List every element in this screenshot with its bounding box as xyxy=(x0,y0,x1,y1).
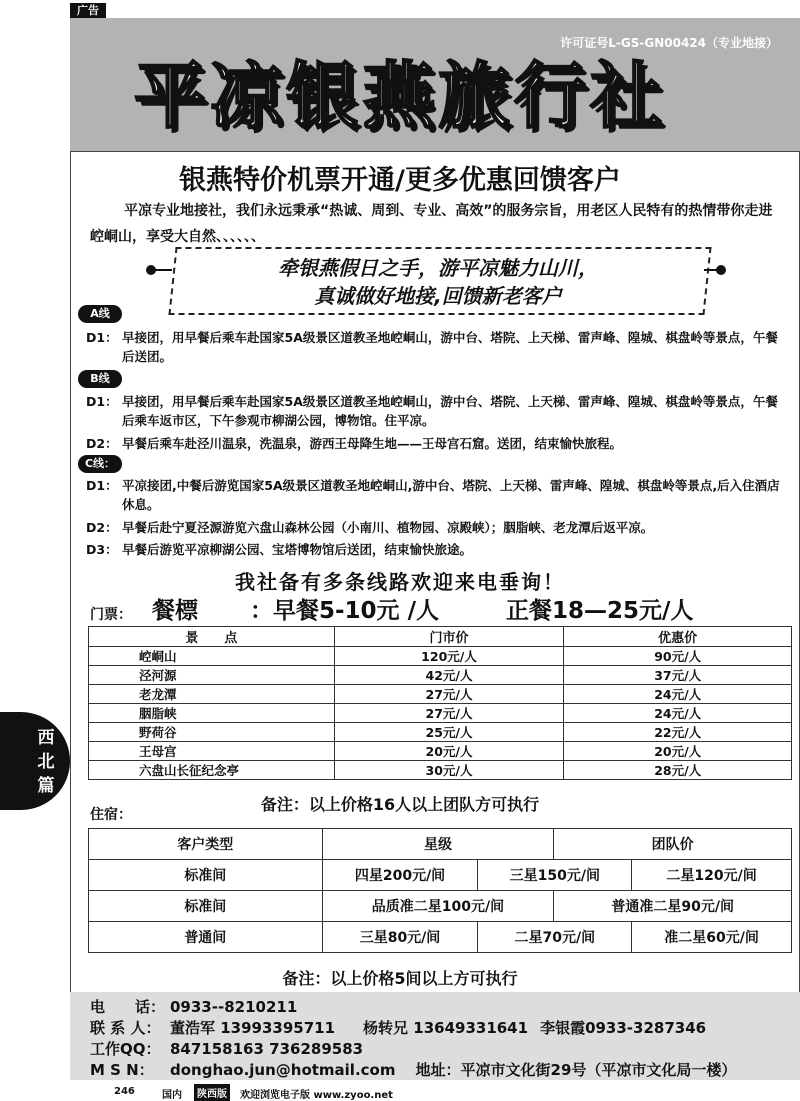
route-b-d2 xyxy=(86,434,792,453)
phone-label: 电 话： xyxy=(90,998,166,1016)
meal-breakfast: ：早餐5-10元 /人 xyxy=(250,598,439,624)
footer-text: 欢迎浏览电子版 www.zyoo.net xyxy=(240,1090,393,1101)
table-header: 星级 xyxy=(322,829,554,860)
room-price: 四星200元/间 xyxy=(322,860,478,891)
spot-name: 胭脂峡 xyxy=(89,704,335,723)
slogan-line-2: 真诚做好地接,回馈新老客户 xyxy=(314,284,562,308)
list-price: 30元/人 xyxy=(334,761,564,780)
table-header: 团队价 xyxy=(554,829,792,860)
discount-price: 22元/人 xyxy=(564,723,792,742)
list-price: 120元/人 xyxy=(334,647,564,666)
table-header-row xyxy=(89,829,792,860)
table-row xyxy=(89,666,792,685)
msn-line xyxy=(90,1059,736,1080)
spot-name: 泾河源 xyxy=(89,666,335,685)
day-label: D2： xyxy=(86,436,118,451)
table-row xyxy=(89,704,792,723)
meal-lunch: 正餐18—25元/人 xyxy=(506,598,694,624)
hotel-note: 备注：以上价格5间以上方可执行 xyxy=(282,969,518,988)
qq-line xyxy=(90,1038,363,1059)
route-c-d2 xyxy=(86,518,792,537)
spot-name: 六盘山长征纪念亭 xyxy=(89,761,335,780)
room-type: 普通间 xyxy=(89,922,323,953)
contact-person-3: 李银霞0933-3287346 xyxy=(540,1019,707,1037)
table-row xyxy=(89,723,792,742)
edition-logo: 陕西版 xyxy=(194,1084,230,1101)
address: 平凉市文化街29号（平凉市文化局一楼） xyxy=(460,1061,737,1079)
route-a-badge: A线 xyxy=(78,305,122,323)
day-text: 早餐后赴宁夏泾源游览六盘山森林公园（小南川、植物园、凉殿峡）；胭脂峡、老龙潭后返平凉。 xyxy=(122,520,654,535)
subtitle: 银燕特价机票开通/更多优惠回馈客户 xyxy=(179,165,621,196)
table-header: 门市价 xyxy=(334,627,564,647)
discount-price: 24元/人 xyxy=(564,704,792,723)
section-name: 国内 xyxy=(162,1090,182,1101)
section-char: 篇 xyxy=(37,776,55,796)
route-b-badge: B线 xyxy=(78,370,122,388)
table-row xyxy=(89,891,792,922)
intro-text: 平凉专业地接社，我们永远秉承“热诚、周到、专业、高效”的服务宗旨，用老区人民特有的热情带你走进崆峒山，享受大自然、、、、、、 xyxy=(90,203,773,245)
table-row xyxy=(89,647,792,666)
table-row xyxy=(89,860,792,891)
banner-dot-left xyxy=(146,265,156,275)
hotel-table xyxy=(88,828,792,953)
spot-name: 崆峒山 xyxy=(89,647,335,666)
section-char: 北 xyxy=(37,752,55,772)
discount-price: 37元/人 xyxy=(564,666,792,685)
ticket-label: 门票： xyxy=(90,607,132,623)
license-number: 许可证号L-GS-GN00424（专业地接） xyxy=(560,36,778,50)
list-price: 27元/人 xyxy=(334,704,564,723)
list-price: 42元/人 xyxy=(334,666,564,685)
day-label: D3： xyxy=(86,542,118,557)
day-text: 早接团，用早餐后乘车赴国家5A级景区道教圣地崆峒山，游中台、塔院、上天梯、雷声峰、隍城、棋盘岭等景点，午餐后送团。 xyxy=(122,330,778,364)
contact-person-2: 杨转兄 13649331641 xyxy=(363,1019,529,1037)
spot-name: 王母宫 xyxy=(89,742,335,761)
page-number: 246 xyxy=(114,1086,135,1097)
list-price: 27元/人 xyxy=(334,685,564,704)
phone-line xyxy=(90,996,297,1017)
room-price: 品质准二星100元/间 xyxy=(322,891,554,922)
stay-label: 住宿： xyxy=(90,807,132,823)
table-header-row xyxy=(89,627,792,647)
qq-label: 工作QQ： xyxy=(90,1040,161,1058)
contact-people-line xyxy=(90,1017,706,1038)
page-footer xyxy=(0,1084,800,1100)
table-header: 优惠价 xyxy=(564,627,792,647)
day-text: 早接团，用早餐后乘车赴国家5A级景区道教圣地崆峒山，游中台、塔院、上天梯、雷声峰、隍城、棋盘岭等景点，午餐后乘车返市区，下午参观市柳湖公园，博物馆。住平凉。 xyxy=(122,394,778,428)
room-price: 准二星60元/间 xyxy=(632,922,792,953)
spot-name: 野荷谷 xyxy=(89,723,335,742)
room-price: 二星70元/间 xyxy=(478,922,632,953)
day-label: D1： xyxy=(86,394,118,409)
route-c-d3 xyxy=(86,540,792,559)
room-price: 普通准二星90元/间 xyxy=(554,891,792,922)
route-c-d1 xyxy=(86,476,792,514)
table-header: 客户类型 xyxy=(89,829,323,860)
ad-tag: 广告 xyxy=(70,3,106,19)
room-price: 二星120元/间 xyxy=(632,860,792,891)
spot-name: 老龙潭 xyxy=(89,685,335,704)
day-text: 平凉接团,中餐后游览国家5A级景区道教圣地崆峒山,游中台、塔院、上天梯、雷声峰、隍城、棋盘岭等景点,后入住酒店休息。 xyxy=(122,478,780,512)
room-price: 三星150元/间 xyxy=(478,860,632,891)
ticket-table xyxy=(88,626,792,780)
discount-price: 24元/人 xyxy=(564,685,792,704)
list-price: 20元/人 xyxy=(334,742,564,761)
table-header: 景 点 xyxy=(89,627,335,647)
section-char: 西 xyxy=(37,728,55,748)
list-price: 25元/人 xyxy=(334,723,564,742)
day-text: 早餐后游览平凉柳湖公园、宝塔博物馆后送团，结束愉快旅途。 xyxy=(122,542,473,557)
route-a-d1 xyxy=(86,328,792,366)
msn-label: M S N： xyxy=(90,1061,154,1079)
discount-price: 90元/人 xyxy=(564,647,792,666)
day-text: 早餐后乘车赴泾川温泉，洗温泉，游西王母降生地——王母宫石窟。送团，结束愉快旅程。 xyxy=(122,436,623,451)
ticket-note: 备注：以上价格16人以上团队方可执行 xyxy=(260,795,540,814)
qq-numbers: 847158163 736289583 xyxy=(170,1040,364,1058)
route-c-badge: C线： xyxy=(78,455,122,473)
msn-address: donghao.jun@hotmail.com xyxy=(170,1061,396,1079)
day-label: D1： xyxy=(86,478,118,493)
route-b-d1 xyxy=(86,392,792,430)
page-title: 平凉银燕旅行社 xyxy=(133,54,666,138)
room-type: 标准间 xyxy=(89,891,323,922)
day-label: D2： xyxy=(86,520,118,535)
room-type: 标准间 xyxy=(89,860,323,891)
section-tab-label xyxy=(34,726,58,798)
address-label: 地址： xyxy=(415,1061,461,1079)
people-label: 联 系 人： xyxy=(90,1019,161,1037)
phone-number: 0933--8210211 xyxy=(170,998,298,1016)
table-row xyxy=(89,922,792,953)
welcome-line: 我社备有多条线路欢迎来电垂询！ xyxy=(235,570,565,594)
discount-price: 20元/人 xyxy=(564,742,792,761)
room-price: 三星80元/间 xyxy=(322,922,478,953)
day-label: D1： xyxy=(86,330,118,345)
table-row xyxy=(89,761,792,780)
slogan-line-1: 牵银燕假日之手，游平凉魅力山川， xyxy=(278,256,598,280)
banner-dot-right xyxy=(716,265,726,275)
table-row xyxy=(89,742,792,761)
contact-person-1: 董浩军 13993395711 xyxy=(170,1019,336,1037)
table-row xyxy=(89,685,792,704)
discount-price: 28元/人 xyxy=(564,761,792,780)
meal-label: 餐標 xyxy=(152,598,198,624)
